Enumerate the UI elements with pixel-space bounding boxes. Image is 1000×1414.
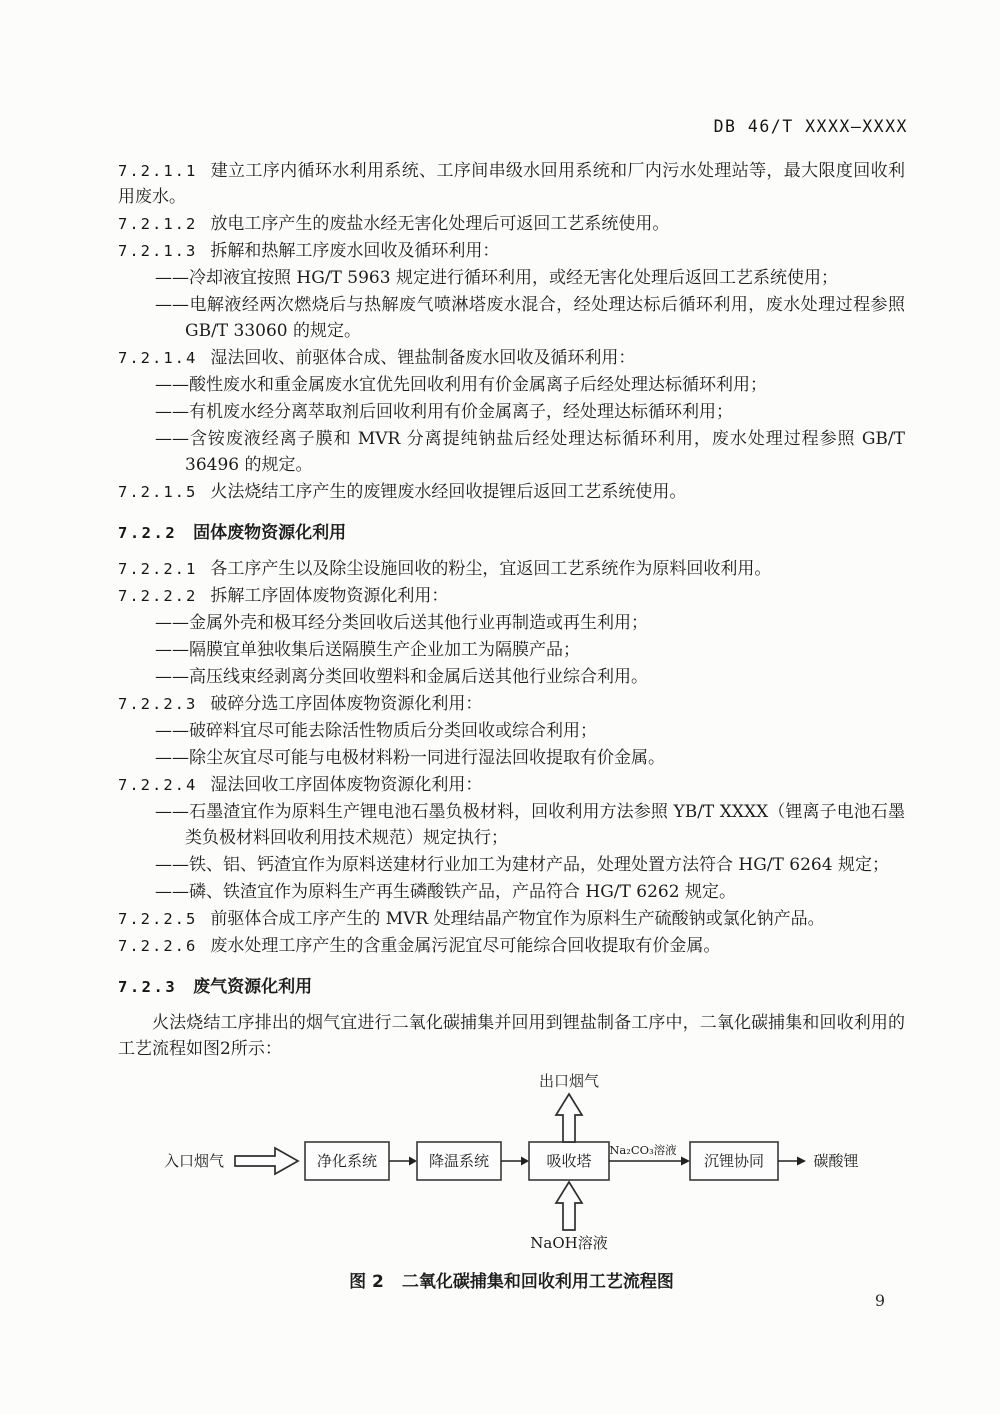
- block-arrow-right-icon: [235, 1148, 298, 1174]
- figure-caption-number: 图 2: [349, 1272, 384, 1292]
- page-number: 9: [874, 1291, 885, 1310]
- clause-text: 破碎分选工序固体废物资源化利用：: [210, 694, 483, 714]
- clause-number: 7.2.1.2: [118, 215, 198, 233]
- dash-item: ——除尘灰宜尽可能与电极材料粉一同进行湿法回收提取有价金属。: [155, 748, 665, 768]
- flow-box-absorber-label: 吸收塔: [546, 1152, 592, 1170]
- inlet-flue-gas-label: 入口烟气: [163, 1152, 225, 1170]
- clause-7.2.2.2: [118, 583, 905, 609]
- na2co3-solution-label: Na₂CO₃溶液: [609, 1143, 677, 1157]
- clause-number: 7.2.1.1: [118, 162, 198, 180]
- dash-item: ——金属外壳和极耳经分类回收后送其他行业再制造或再生利用；: [155, 613, 648, 633]
- flow-arrowhead-icon: [681, 1157, 690, 1166]
- dash-item: ——高压线束经剥离分类回收塑料和金属后送其他行业综合利用。: [155, 667, 648, 687]
- clause-7.2.2.3: [118, 691, 905, 717]
- doc-code-header: DB 46/T XXXX—XXXX: [713, 117, 908, 136]
- clause-7.2.2.6: [118, 933, 905, 959]
- figure-caption-title: 二氧化碳捕集和回收利用工艺流程图: [401, 1272, 674, 1292]
- dash-item: ——磷、铁渣宜作为原料生产再生磷酸铁产品，产品符合 HG/T 6262 规定。: [155, 882, 736, 902]
- flow-box-purification-label: 净化系统: [316, 1152, 378, 1170]
- dash-item: ——含铵废液经离子膜和 MVR 分离提纯钠盐后经处理达标循环利用，废水处理过程参照 GB/T 36496 的规定。: [155, 429, 905, 475]
- clause-number: 7.2.2.5: [118, 910, 198, 928]
- section-heading-7.2.2: [118, 520, 905, 546]
- clause-number: 7.2.1.5: [118, 483, 198, 501]
- clause-number: 7.2.1.4: [118, 349, 198, 367]
- heading-number: 7.2.3: [118, 978, 178, 996]
- dash-item: ——铁、铝、钙渣宜作为原料送建材行业加工为建材产品，处理处置方法符合 HG/T 6264 规定；: [155, 855, 889, 875]
- dash-item: ——破碎料宜尽可能去除活性物质后分类回收或综合利用；: [155, 721, 597, 741]
- body-paragraph: 火法烧结工序排出的烟气宜进行二氧化碳捕集并回用到锂盐制备工序中，二氧化碳捕集和回收利用的工艺流程如图2所示：: [118, 1013, 905, 1059]
- clause-text: 各工序产生以及除尘设施回收的粉尘，宜返回工艺系统作为原料回收利用。: [210, 559, 772, 579]
- clause-7.2.2.5: [118, 906, 905, 932]
- clause-text: 前驱体合成工序产生的 MVR 处理结晶产物宜作为原料生产硫酸钠或氯化钠产品。: [210, 909, 825, 929]
- heading-number: 7.2.2: [118, 524, 178, 542]
- clause-text: 拆解和热解工序废水回收及循环利用：: [210, 241, 500, 261]
- clause-number: 7.2.1.3: [118, 242, 198, 260]
- dash-item: ——石墨渣宜作为原料生产锂电池石墨负极材料，回收利用方法参照 YB/T XXXX（锂离子电池石墨类负极材料回收利用技术规范）规定执行；: [155, 802, 905, 848]
- clause-7.2.1.4: [118, 345, 905, 371]
- clause-text: 湿法回收工序固体废物资源化利用：: [210, 775, 483, 795]
- clause-number: 7.2.2.2: [118, 587, 198, 605]
- section-heading-7.2.3: [118, 974, 905, 1000]
- dash-item: ——冷却液宜按照 HG/T 5963 规定进行循环利用，或经无害化处理后返回工艺系统使用；: [155, 268, 838, 288]
- lithium-carbonate-label: 碳酸锂: [813, 1152, 859, 1170]
- flow-arrowhead-icon: [797, 1157, 806, 1166]
- clause-7.2.2.4: [118, 772, 905, 798]
- block-arrow-up-icon: [556, 1182, 582, 1230]
- clause-text: 火法烧结工序产生的废锂废水经回收提锂后返回工艺系统使用。: [210, 482, 687, 502]
- outlet-flue-gas-label: 出口烟气: [538, 1072, 600, 1090]
- clause-7.2.1.2: [118, 211, 905, 237]
- block-arrow-up-icon: [556, 1094, 582, 1142]
- clause-text: 废水处理工序产生的含重金属污泥宜尽可能综合回收提取有价金属。: [210, 936, 721, 956]
- heading-text: 固体废物资源化利用: [193, 523, 347, 543]
- dash-item: ——酸性废水和重金属废水宜优先回收利用有价金属离子后经处理达标循环利用；: [155, 375, 767, 395]
- dash-item: ——有机废水经分离萃取剂后回收利用有价金属离子，经处理达标循环利用；: [155, 402, 733, 422]
- flow-arrowhead-icon: [409, 1157, 417, 1166]
- clause-text: 放电工序产生的废盐水经无害化处理后可返回工艺系统使用。: [210, 214, 670, 234]
- clause-number: 7.2.2.1: [118, 560, 198, 578]
- flow-diagram-figure: [140, 1070, 905, 1263]
- heading-text: 废气资源化利用: [193, 977, 313, 997]
- clause-text: 建立工序内循环水利用系统、工序间串级水回用系统和厂内污水处理站等，最大限度回收利用废水。: [118, 161, 905, 207]
- clause-text: 湿法回收、前驱体合成、锂盐制备废水回收及循环利用：: [210, 348, 636, 368]
- clause-number: 7.2.2.4: [118, 776, 198, 794]
- flow-box-li-precipitation-label: 沉锂协同: [703, 1152, 765, 1170]
- clause-number: 7.2.2.3: [118, 695, 198, 713]
- flow-box-cooling-label: 降温系统: [428, 1152, 490, 1170]
- dash-item: ——隔膜宜单独收集后送隔膜生产企业加工为隔膜产品；: [155, 640, 580, 660]
- clause-7.2.1.5: [118, 479, 905, 505]
- clause-7.2.1.3: [118, 238, 905, 264]
- clause-7.2.1.1: [118, 158, 905, 210]
- co2-capture-flow-diagram: [140, 1070, 900, 1255]
- flow-arrowhead-icon: [521, 1157, 529, 1166]
- clause-text: 拆解工序固体废物资源化利用：: [210, 586, 449, 606]
- dash-item: ——电解液经两次燃烧后与热解废气喷淋塔废水混合，经处理达标后循环利用，废水处理过程参照 GB/T 33060 的规定。: [155, 295, 905, 341]
- naoh-solution-label: NaOH溶液: [530, 1234, 608, 1252]
- clause-7.2.2.1: [118, 556, 905, 582]
- figure-caption: [118, 1269, 905, 1295]
- clause-number: 7.2.2.6: [118, 937, 198, 955]
